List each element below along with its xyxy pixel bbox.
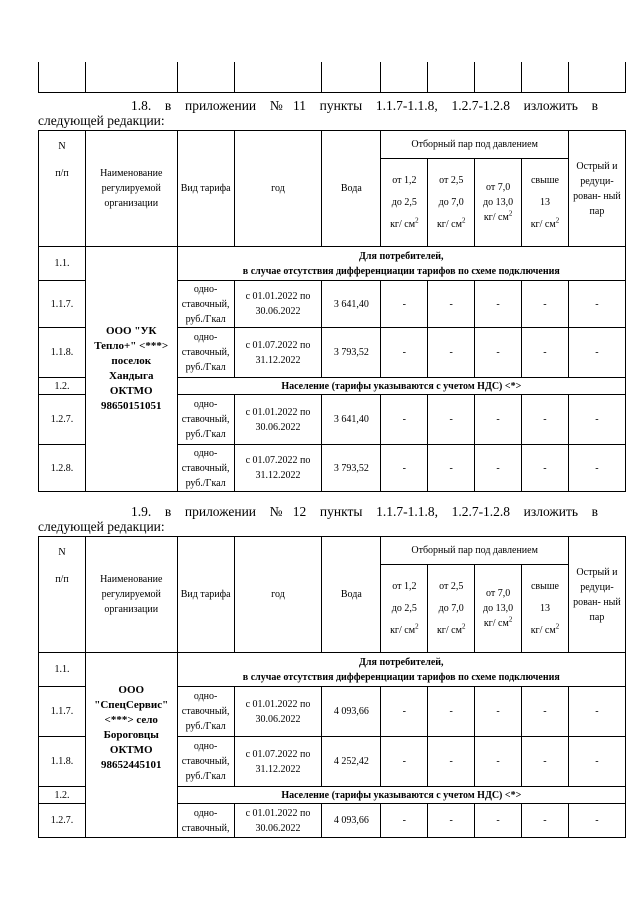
table-cell: 1.1.7. (39, 281, 86, 328)
table-cell: - (475, 804, 522, 838)
table-cell: с 01.01.2022 по 30.06.2022 (234, 804, 322, 838)
tariff-table-2 (38, 536, 626, 838)
table-cell: - (522, 328, 569, 378)
table-cell: - (475, 328, 522, 378)
table-cell: одно- ставочный, руб./Гкал (177, 328, 234, 378)
table-cell: 3 641,40 (322, 281, 381, 328)
table-cell: одно- ставочный, руб./Гкал (177, 687, 234, 737)
paragraph-second-line: следующей редакции: (38, 113, 165, 128)
table-cell: 3 641,40 (322, 395, 381, 445)
table-cell: 3 793,52 (322, 328, 381, 378)
header-type: Вид тарифа (177, 131, 234, 247)
table-cell: 1.2. (39, 378, 86, 395)
table-cell: 4 252,42 (322, 737, 381, 787)
section-heading: Для потребителей, в случае отсутствия дифференциации тарифов по схеме подключения (177, 653, 625, 687)
table-cell: 3 793,52 (322, 445, 381, 492)
header-num: N (58, 547, 66, 558)
table-cell: - (428, 804, 475, 838)
table-cell: - (428, 687, 475, 737)
table-cell: одно- ставочный, руб./Гкал (177, 737, 234, 787)
table-cell: 4 093,66 (322, 804, 381, 838)
header-org: Наименование регулируемой организации (85, 537, 177, 653)
header-sharp: Острый и редуци- рован- ный пар (568, 537, 625, 653)
table-cell (475, 62, 522, 92)
table-cell: с 01.01.2022 по 30.06.2022 (234, 395, 322, 445)
table-cell: 1.1. (39, 653, 86, 687)
tariff-table-1 (38, 130, 626, 492)
table-cell (568, 62, 625, 92)
header-year: год (234, 537, 322, 653)
header-year: год (234, 131, 322, 247)
paragraph-1-8 (38, 98, 598, 128)
table-cell: 1.2. (39, 787, 86, 804)
table-cell: - (475, 445, 522, 492)
table-cell (381, 62, 428, 92)
header-steam-group: Отборный пар под давлением (381, 131, 569, 159)
table-cell: с 01.07.2022 по 31.12.2022 (234, 445, 322, 492)
table-cell: - (522, 737, 569, 787)
header-steam-4: свыше 13 кг/ $см^2$ (522, 159, 569, 247)
header-sharp: Острый и редуци- рован- ный пар (568, 131, 625, 247)
table-cell: - (568, 445, 625, 492)
table-cell: одно- ставочный, руб./Гкал (177, 395, 234, 445)
table-cell: - (381, 687, 428, 737)
table-cell: - (381, 328, 428, 378)
table-cell: - (381, 445, 428, 492)
table-cell: - (428, 328, 475, 378)
table-cell: - (568, 281, 625, 328)
table-cell: - (381, 737, 428, 787)
table-cell: - (428, 395, 475, 445)
table-cell (39, 131, 86, 247)
table-cell (177, 62, 234, 92)
table-cell: 1.1. (39, 247, 86, 281)
table-row (39, 653, 626, 687)
table-cell (522, 62, 569, 92)
table-cell: - (522, 445, 569, 492)
table-row (39, 247, 626, 281)
table-cell: - (475, 281, 522, 328)
table-cell: 1.1.7. (39, 687, 86, 737)
header-steam-3: от 7,0 до 13,0 кг/ $см^2$ (475, 565, 522, 653)
table-cell: - (381, 804, 428, 838)
table-cell: - (522, 281, 569, 328)
table-cell: 4 093,66 (322, 687, 381, 737)
table-cell: с 01.01.2022 по 30.06.2022 (234, 281, 322, 328)
table-cell: с 01.07.2022 по 31.12.2022 (234, 328, 322, 378)
org-cell: ООО "СпецСервис" <***> село Бороговцы ОКТМО 98652445101 (85, 653, 177, 838)
section-heading: Население (тарифы указываются с учетом НДС) <*> (177, 787, 625, 804)
section-heading: Население (тарифы указываются с учетом НДС) <*> (177, 378, 625, 395)
org-cell: ООО "УК Тепло+" <***> поселок Хандыга ОКТМО 98650151051 (85, 247, 177, 492)
table-row (39, 62, 626, 92)
paragraph-second-line: следующей редакции: (38, 519, 165, 534)
table-cell: с 01.01.2022 по 30.06.2022 (234, 687, 322, 737)
header-row (39, 537, 626, 565)
header-org: Наименование регулируемой организации (85, 131, 177, 247)
table-cell: одно- ставочный, руб./Гкал (177, 281, 234, 328)
section-heading: Для потребителей, в случае отсутствия дифференциации тарифов по схеме подключения (177, 247, 625, 281)
previous-table-stub (38, 62, 626, 93)
table-cell: 1.2.7. (39, 804, 86, 838)
table-cell: - (381, 395, 428, 445)
header-steam-1: от 1,2 до 2,5 кг/ $см^2$ (381, 159, 428, 247)
table-cell (39, 62, 86, 92)
table-cell: с 01.07.2022 по 31.12.2022 (234, 737, 322, 787)
table-cell: одно- ставочный, (177, 804, 234, 838)
header-type: Вид тарифа (177, 537, 234, 653)
header-num: N (58, 141, 66, 152)
table-cell: - (475, 395, 522, 445)
header-steam-4: свыше 13 кг/ $см^2$ (522, 565, 569, 653)
header-steam-2: от 2,5 до 7,0 кг/ $см^2$ (428, 565, 475, 653)
table-cell: - (381, 281, 428, 328)
table-cell: - (428, 445, 475, 492)
paragraph-1-9 (38, 504, 598, 534)
table-cell (428, 62, 475, 92)
table-cell: - (428, 281, 475, 328)
table-cell: одно- ставочный, руб./Гкал (177, 445, 234, 492)
table-cell: - (568, 395, 625, 445)
table-cell (39, 537, 86, 653)
header-num-sub: п/п (55, 168, 69, 179)
paragraph-first-line: 1.9. в приложении №12 пункты 1.1.7-1.1.8, 1.2.7-1.2.8 изложить в (131, 504, 598, 519)
header-steam-2: от 2,5 до 7,0 кг/ $см^2$ (428, 159, 475, 247)
table-cell (322, 62, 381, 92)
table-cell: - (522, 804, 569, 838)
table-cell: - (522, 687, 569, 737)
table-cell: - (568, 804, 625, 838)
table-cell: - (428, 737, 475, 787)
table-cell (234, 62, 322, 92)
header-water: Вода (322, 131, 381, 247)
table-cell: - (568, 737, 625, 787)
header-water: Вода (322, 537, 381, 653)
header-row (39, 131, 626, 159)
paragraph-first-line: 1.8. в приложении №11 пункты 1.1.7-1.1.8, 1.2.7-1.2.8 изложить в (131, 98, 598, 113)
table-cell: - (568, 328, 625, 378)
table-cell (85, 62, 177, 92)
table-cell: - (475, 687, 522, 737)
header-num-sub: п/п (55, 574, 69, 585)
table-cell: 1.1.8. (39, 737, 86, 787)
header-steam-3: от 7,0 до 13,0 кг/ $см^2$ (475, 159, 522, 247)
table-cell: - (522, 395, 569, 445)
table-cell: 1.2.7. (39, 395, 86, 445)
header-steam-group: Отборный пар под давлением (381, 537, 569, 565)
table-cell: - (568, 687, 625, 737)
table-cell: - (475, 737, 522, 787)
table-cell: 1.1.8. (39, 328, 86, 378)
table-cell: 1.2.8. (39, 445, 86, 492)
header-steam-1: от 1,2 до 2,5 кг/ $см^2$ (381, 565, 428, 653)
